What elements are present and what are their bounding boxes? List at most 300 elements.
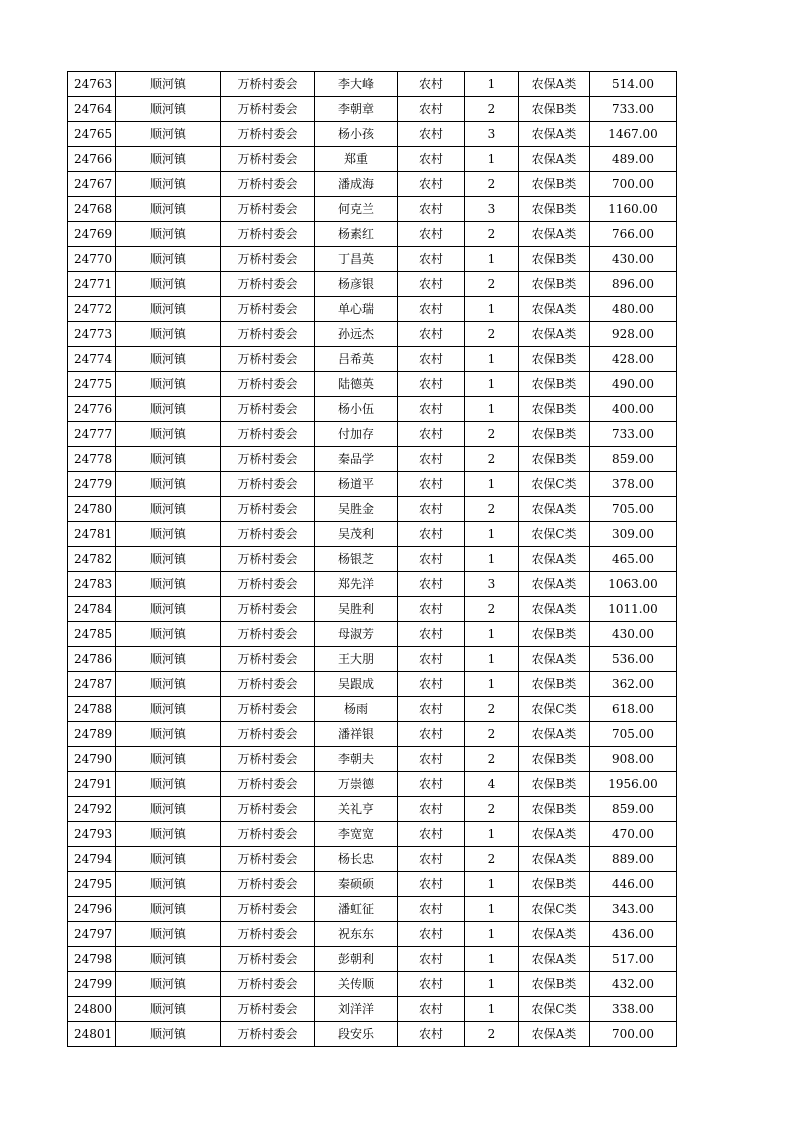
cell-id: 24765 — [68, 122, 116, 147]
cell-category: 农保A类 — [519, 322, 590, 347]
cell-village: 万桥村委会 — [221, 247, 315, 272]
table-row — [68, 122, 677, 147]
cell-town: 顺河镇 — [116, 972, 221, 997]
cell-name: 孙远杰 — [315, 322, 398, 347]
cell-id: 24769 — [68, 222, 116, 247]
cell-id: 24788 — [68, 697, 116, 722]
cell-amount: 430.00 — [590, 247, 677, 272]
cell-count: 1 — [465, 922, 519, 947]
table-row — [68, 272, 677, 297]
cell-type: 农村 — [398, 597, 465, 622]
cell-town: 顺河镇 — [116, 597, 221, 622]
cell-name: 郑先洋 — [315, 572, 398, 597]
cell-category: 农保B类 — [519, 872, 590, 897]
cell-count: 1 — [465, 297, 519, 322]
table-row — [68, 597, 677, 622]
cell-name: 吴茂利 — [315, 522, 398, 547]
cell-category: 农保A类 — [519, 847, 590, 872]
cell-count: 2 — [465, 97, 519, 122]
cell-amount: 465.00 — [590, 547, 677, 572]
cell-village: 万桥村委会 — [221, 972, 315, 997]
cell-amount: 446.00 — [590, 872, 677, 897]
cell-type: 农村 — [398, 672, 465, 697]
cell-type: 农村 — [398, 522, 465, 547]
cell-id: 24771 — [68, 272, 116, 297]
table-row — [68, 222, 677, 247]
table-row — [68, 397, 677, 422]
cell-id: 24784 — [68, 597, 116, 622]
table-row — [68, 497, 677, 522]
cell-type: 农村 — [398, 872, 465, 897]
table-row — [68, 197, 677, 222]
cell-category: 农保A类 — [519, 647, 590, 672]
cell-count: 1 — [465, 372, 519, 397]
cell-name: 何克兰 — [315, 197, 398, 222]
cell-name: 祝东东 — [315, 922, 398, 947]
cell-id: 24770 — [68, 247, 116, 272]
table-row — [68, 297, 677, 322]
cell-village: 万桥村委会 — [221, 722, 315, 747]
cell-count: 1 — [465, 972, 519, 997]
cell-town: 顺河镇 — [116, 247, 221, 272]
cell-id: 24766 — [68, 147, 116, 172]
cell-town: 顺河镇 — [116, 572, 221, 597]
cell-id: 24789 — [68, 722, 116, 747]
cell-name: 母淑芳 — [315, 622, 398, 647]
cell-count: 2 — [465, 847, 519, 872]
cell-type: 农村 — [398, 572, 465, 597]
cell-town: 顺河镇 — [116, 722, 221, 747]
cell-id: 24801 — [68, 1022, 116, 1047]
cell-town: 顺河镇 — [116, 172, 221, 197]
table-row — [68, 372, 677, 397]
cell-type: 农村 — [398, 472, 465, 497]
cell-town: 顺河镇 — [116, 522, 221, 547]
cell-amount: 309.00 — [590, 522, 677, 547]
cell-type: 农村 — [398, 147, 465, 172]
cell-village: 万桥村委会 — [221, 472, 315, 497]
cell-village: 万桥村委会 — [221, 197, 315, 222]
cell-town: 顺河镇 — [116, 147, 221, 172]
cell-town: 顺河镇 — [116, 872, 221, 897]
cell-name: 付加存 — [315, 422, 398, 447]
cell-name: 单心瑞 — [315, 297, 398, 322]
table-row — [68, 697, 677, 722]
cell-name: 杨银芝 — [315, 547, 398, 572]
cell-name: 关传顺 — [315, 972, 398, 997]
cell-type: 农村 — [398, 447, 465, 472]
cell-category: 农保B类 — [519, 397, 590, 422]
cell-type: 农村 — [398, 797, 465, 822]
cell-count: 2 — [465, 172, 519, 197]
cell-village: 万桥村委会 — [221, 97, 315, 122]
cell-amount: 928.00 — [590, 322, 677, 347]
cell-town: 顺河镇 — [116, 72, 221, 97]
cell-id: 24768 — [68, 197, 116, 222]
cell-name: 李宽宽 — [315, 822, 398, 847]
cell-count: 1 — [465, 672, 519, 697]
cell-amount: 1160.00 — [590, 197, 677, 222]
cell-type: 农村 — [398, 547, 465, 572]
cell-id: 24775 — [68, 372, 116, 397]
cell-village: 万桥村委会 — [221, 672, 315, 697]
cell-count: 1 — [465, 522, 519, 547]
cell-count: 3 — [465, 197, 519, 222]
cell-amount: 400.00 — [590, 397, 677, 422]
cell-id: 24764 — [68, 97, 116, 122]
cell-id: 24774 — [68, 347, 116, 372]
table-row — [68, 547, 677, 572]
cell-count: 1 — [465, 872, 519, 897]
cell-village: 万桥村委会 — [221, 647, 315, 672]
cell-village: 万桥村委会 — [221, 147, 315, 172]
cell-village: 万桥村委会 — [221, 497, 315, 522]
cell-amount: 536.00 — [590, 647, 677, 672]
cell-type: 农村 — [398, 122, 465, 147]
cell-category: 农保C类 — [519, 997, 590, 1022]
cell-id: 24794 — [68, 847, 116, 872]
cell-count: 2 — [465, 697, 519, 722]
cell-count: 1 — [465, 397, 519, 422]
cell-id: 24793 — [68, 822, 116, 847]
table-row — [68, 622, 677, 647]
cell-village: 万桥村委会 — [221, 622, 315, 647]
cell-village: 万桥村委会 — [221, 747, 315, 772]
cell-type: 农村 — [398, 772, 465, 797]
cell-category: 农保B类 — [519, 247, 590, 272]
cell-count: 4 — [465, 772, 519, 797]
cell-count: 1 — [465, 472, 519, 497]
cell-category: 农保B类 — [519, 172, 590, 197]
table-row — [68, 797, 677, 822]
table-row — [68, 897, 677, 922]
cell-village: 万桥村委会 — [221, 122, 315, 147]
cell-village: 万桥村委会 — [221, 172, 315, 197]
cell-name: 吴胜金 — [315, 497, 398, 522]
cell-village: 万桥村委会 — [221, 1022, 315, 1047]
cell-category: 农保B类 — [519, 197, 590, 222]
table-row — [68, 422, 677, 447]
cell-name: 秦品学 — [315, 447, 398, 472]
cell-type: 农村 — [398, 922, 465, 947]
cell-count: 3 — [465, 122, 519, 147]
cell-town: 顺河镇 — [116, 772, 221, 797]
cell-town: 顺河镇 — [116, 1022, 221, 1047]
cell-town: 顺河镇 — [116, 747, 221, 772]
cell-town: 顺河镇 — [116, 672, 221, 697]
cell-name: 李朝夫 — [315, 747, 398, 772]
cell-id: 24791 — [68, 772, 116, 797]
cell-type: 农村 — [398, 997, 465, 1022]
table-row — [68, 147, 677, 172]
cell-category: 农保A类 — [519, 222, 590, 247]
cell-count: 1 — [465, 147, 519, 172]
cell-amount: 618.00 — [590, 697, 677, 722]
cell-village: 万桥村委会 — [221, 922, 315, 947]
cell-count: 1 — [465, 647, 519, 672]
cell-count: 1 — [465, 247, 519, 272]
table-row — [68, 447, 677, 472]
cell-category: 农保A类 — [519, 147, 590, 172]
cell-count: 2 — [465, 447, 519, 472]
cell-village: 万桥村委会 — [221, 447, 315, 472]
cell-category: 农保B类 — [519, 797, 590, 822]
cell-town: 顺河镇 — [116, 397, 221, 422]
cell-name: 杨素红 — [315, 222, 398, 247]
cell-town: 顺河镇 — [116, 997, 221, 1022]
table-row — [68, 747, 677, 772]
table-row — [68, 172, 677, 197]
cell-village: 万桥村委会 — [221, 522, 315, 547]
cell-town: 顺河镇 — [116, 422, 221, 447]
cell-amount: 700.00 — [590, 1022, 677, 1047]
cell-name: 秦硕硕 — [315, 872, 398, 897]
table-row — [68, 847, 677, 872]
cell-count: 2 — [465, 747, 519, 772]
table-row — [68, 922, 677, 947]
cell-name: 吴胜利 — [315, 597, 398, 622]
cell-town: 顺河镇 — [116, 847, 221, 872]
cell-type: 农村 — [398, 172, 465, 197]
cell-amount: 908.00 — [590, 747, 677, 772]
cell-village: 万桥村委会 — [221, 897, 315, 922]
cell-type: 农村 — [398, 272, 465, 297]
cell-town: 顺河镇 — [116, 197, 221, 222]
cell-category: 农保B类 — [519, 97, 590, 122]
cell-name: 潘虹征 — [315, 897, 398, 922]
table-row — [68, 72, 677, 97]
cell-id: 24778 — [68, 447, 116, 472]
cell-village: 万桥村委会 — [221, 222, 315, 247]
cell-category: 农保A类 — [519, 922, 590, 947]
cell-name: 丁昌英 — [315, 247, 398, 272]
cell-name: 杨彦银 — [315, 272, 398, 297]
cell-name: 李朝章 — [315, 97, 398, 122]
cell-type: 农村 — [398, 397, 465, 422]
cell-type: 农村 — [398, 647, 465, 672]
cell-name: 郑重 — [315, 147, 398, 172]
cell-village: 万桥村委会 — [221, 347, 315, 372]
cell-count: 2 — [465, 422, 519, 447]
cell-type: 农村 — [398, 497, 465, 522]
cell-id: 24800 — [68, 997, 116, 1022]
cell-type: 农村 — [398, 747, 465, 772]
cell-category: 农保A类 — [519, 1022, 590, 1047]
cell-type: 农村 — [398, 297, 465, 322]
cell-village: 万桥村委会 — [221, 822, 315, 847]
cell-amount: 896.00 — [590, 272, 677, 297]
cell-category: 农保B类 — [519, 372, 590, 397]
cell-count: 1 — [465, 622, 519, 647]
cell-amount: 700.00 — [590, 172, 677, 197]
cell-count: 1 — [465, 997, 519, 1022]
cell-type: 农村 — [398, 947, 465, 972]
cell-amount: 1011.00 — [590, 597, 677, 622]
cell-town: 顺河镇 — [116, 447, 221, 472]
cell-name: 陆德英 — [315, 372, 398, 397]
cell-amount: 362.00 — [590, 672, 677, 697]
cell-amount: 489.00 — [590, 147, 677, 172]
cell-town: 顺河镇 — [116, 947, 221, 972]
cell-village: 万桥村委会 — [221, 372, 315, 397]
cell-category: 农保A类 — [519, 72, 590, 97]
cell-name: 彭朝利 — [315, 947, 398, 972]
cell-amount: 733.00 — [590, 422, 677, 447]
cell-count: 1 — [465, 72, 519, 97]
cell-category: 农保B类 — [519, 972, 590, 997]
cell-amount: 436.00 — [590, 922, 677, 947]
cell-town: 顺河镇 — [116, 347, 221, 372]
cell-town: 顺河镇 — [116, 822, 221, 847]
cell-village: 万桥村委会 — [221, 272, 315, 297]
cell-amount: 766.00 — [590, 222, 677, 247]
cell-village: 万桥村委会 — [221, 597, 315, 622]
table-row — [68, 572, 677, 597]
cell-category: 农保B类 — [519, 272, 590, 297]
cell-category: 农保A类 — [519, 122, 590, 147]
cell-category: 农保B类 — [519, 447, 590, 472]
cell-id: 24787 — [68, 672, 116, 697]
cell-id: 24786 — [68, 647, 116, 672]
table-row — [68, 947, 677, 972]
cell-category: 农保A类 — [519, 297, 590, 322]
cell-type: 农村 — [398, 697, 465, 722]
cell-id: 24783 — [68, 572, 116, 597]
cell-category: 农保A类 — [519, 572, 590, 597]
cell-count: 1 — [465, 347, 519, 372]
cell-amount: 1956.00 — [590, 772, 677, 797]
cell-count: 2 — [465, 222, 519, 247]
cell-id: 24792 — [68, 797, 116, 822]
cell-town: 顺河镇 — [116, 797, 221, 822]
cell-town: 顺河镇 — [116, 372, 221, 397]
cell-amount: 889.00 — [590, 847, 677, 872]
cell-type: 农村 — [398, 972, 465, 997]
cell-id: 24796 — [68, 897, 116, 922]
table-row — [68, 322, 677, 347]
cell-count: 1 — [465, 897, 519, 922]
cell-type: 农村 — [398, 197, 465, 222]
table-row — [68, 347, 677, 372]
cell-count: 2 — [465, 722, 519, 747]
cell-town: 顺河镇 — [116, 547, 221, 572]
cell-village: 万桥村委会 — [221, 297, 315, 322]
cell-count: 3 — [465, 572, 519, 597]
table-body — [68, 72, 677, 1047]
cell-village: 万桥村委会 — [221, 847, 315, 872]
cell-id: 24777 — [68, 422, 116, 447]
cell-amount: 428.00 — [590, 347, 677, 372]
cell-village: 万桥村委会 — [221, 422, 315, 447]
cell-village: 万桥村委会 — [221, 572, 315, 597]
cell-town: 顺河镇 — [116, 472, 221, 497]
cell-count: 1 — [465, 947, 519, 972]
cell-id: 24763 — [68, 72, 116, 97]
cell-village: 万桥村委会 — [221, 697, 315, 722]
cell-type: 农村 — [398, 822, 465, 847]
cell-village: 万桥村委会 — [221, 872, 315, 897]
cell-name: 段安乐 — [315, 1022, 398, 1047]
cell-category: 农保A类 — [519, 597, 590, 622]
cell-amount: 514.00 — [590, 72, 677, 97]
cell-id: 24772 — [68, 297, 116, 322]
cell-type: 农村 — [398, 72, 465, 97]
cell-type: 农村 — [398, 1022, 465, 1047]
cell-category: 农保B类 — [519, 747, 590, 772]
cell-name: 吕希英 — [315, 347, 398, 372]
cell-amount: 859.00 — [590, 797, 677, 822]
cell-amount: 430.00 — [590, 622, 677, 647]
cell-village: 万桥村委会 — [221, 997, 315, 1022]
table-row — [68, 672, 677, 697]
cell-name: 潘祥银 — [315, 722, 398, 747]
cell-amount: 733.00 — [590, 97, 677, 122]
cell-category: 农保C类 — [519, 472, 590, 497]
cell-count: 1 — [465, 822, 519, 847]
cell-id: 24767 — [68, 172, 116, 197]
table-row — [68, 972, 677, 997]
cell-count: 2 — [465, 272, 519, 297]
cell-category: 农保B类 — [519, 772, 590, 797]
cell-category: 农保A类 — [519, 722, 590, 747]
cell-count: 1 — [465, 547, 519, 572]
cell-village: 万桥村委会 — [221, 947, 315, 972]
cell-id: 24790 — [68, 747, 116, 772]
table-row — [68, 1022, 677, 1047]
cell-amount: 490.00 — [590, 372, 677, 397]
cell-category: 农保B类 — [519, 672, 590, 697]
cell-type: 农村 — [398, 222, 465, 247]
cell-id: 24776 — [68, 397, 116, 422]
cell-town: 顺河镇 — [116, 647, 221, 672]
table-row — [68, 522, 677, 547]
cell-name: 万崇德 — [315, 772, 398, 797]
cell-count: 2 — [465, 322, 519, 347]
cell-name: 潘成海 — [315, 172, 398, 197]
cell-name: 杨长忠 — [315, 847, 398, 872]
table-row — [68, 872, 677, 897]
table-row — [68, 822, 677, 847]
cell-type: 农村 — [398, 347, 465, 372]
cell-type: 农村 — [398, 897, 465, 922]
cell-amount: 1063.00 — [590, 572, 677, 597]
cell-name: 杨小伍 — [315, 397, 398, 422]
cell-amount: 480.00 — [590, 297, 677, 322]
cell-village: 万桥村委会 — [221, 547, 315, 572]
cell-amount: 1467.00 — [590, 122, 677, 147]
cell-id: 24798 — [68, 947, 116, 972]
cell-id: 24799 — [68, 972, 116, 997]
cell-village: 万桥村委会 — [221, 797, 315, 822]
cell-id: 24782 — [68, 547, 116, 572]
cell-category: 农保B类 — [519, 422, 590, 447]
cell-amount: 705.00 — [590, 497, 677, 522]
cell-id: 24773 — [68, 322, 116, 347]
cell-type: 农村 — [398, 722, 465, 747]
cell-amount: 378.00 — [590, 472, 677, 497]
cell-amount: 343.00 — [590, 897, 677, 922]
cell-town: 顺河镇 — [116, 497, 221, 522]
table-row — [68, 647, 677, 672]
cell-town: 顺河镇 — [116, 122, 221, 147]
cell-type: 农村 — [398, 847, 465, 872]
cell-name: 李大峰 — [315, 72, 398, 97]
cell-type: 农村 — [398, 97, 465, 122]
cell-town: 顺河镇 — [116, 97, 221, 122]
table-row — [68, 722, 677, 747]
cell-name: 王大朋 — [315, 647, 398, 672]
cell-type: 农村 — [398, 622, 465, 647]
